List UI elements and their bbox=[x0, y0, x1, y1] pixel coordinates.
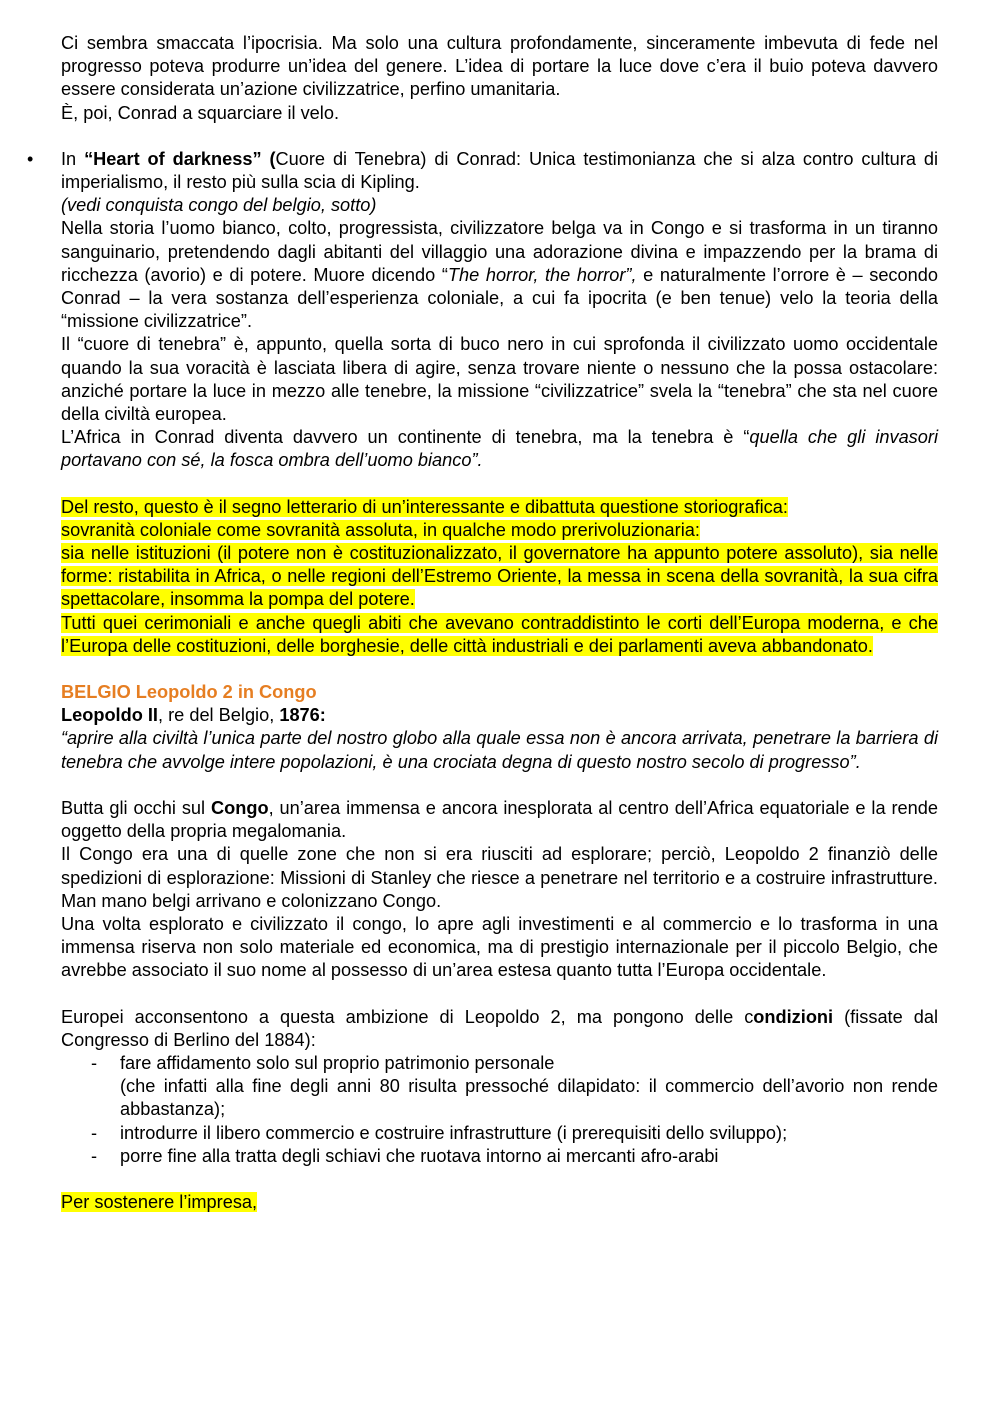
conditions-intro: Europei acconsentono a questa ambizione di Leopoldo 2, ma pongono delle condizioni (fissate dal Congresso di Berlino del 1884): bbox=[61, 1006, 938, 1050]
congo-paragraph-1: Butta gli occhi sul Congo, un’area immensa e ancora inesplorata al centro dell’Africa equatoriale e la rende oggetto della propria megalomania. bbox=[61, 797, 938, 842]
dash-icon: - bbox=[91, 1122, 98, 1143]
conditions-list bbox=[61, 1052, 938, 1168]
section-heading: BELGIO Leopoldo 2 in Congo bbox=[61, 682, 317, 703]
highlight-paragraph-4: Tutti quei cerimoniali e anche quegli abiti che avevano contraddistinto le corti dell’Europa moderna, e che l’Europa delle costituzioni, delle borghesie, delle città industriali e dei parlamenti aveva abbandonato. bbox=[61, 612, 938, 656]
document-page bbox=[0, 32, 1000, 1214]
heart-intro: In “Heart of darkness” (Cuore di Tenebra) di Conrad: Unica testimonianza che si alza contro cultura di imperialismo, il resto più sulla scia di Kipling. bbox=[61, 148, 938, 193]
final-line: Per sostenere l’impresa, bbox=[61, 1191, 258, 1212]
congo-paragraph-3: Una volta esplorato e civilizzato il congo, lo apre agli investimenti e al commercio e lo trasforma in una immensa riserva non solo materiale ed economica, ma di prestigio internazionale per il piccolo Belgio, che avrebbe associato il suo nome al possesso di un’area estesa quanto tutta l’Europa occidentale. bbox=[61, 913, 938, 981]
heart-paragraph-1: Nella storia l’uomo bianco, colto, progressista, civilizzatore belga va in Congo e si trasforma in un tiranno sanguinario, pretendendo dagli abitanti del villaggio una adorazione divina e impazzendo per la brama di ricchezza (avorio) e di potere. Muore dicendo “The horror, the horror”, e naturalmente l’orrore è – secondo Conrad – la vera sostanza dell’esperienza coloniale, a cui fa ipocrita (e ben tenue) velo la teoria della “missione civilizzatrice”. bbox=[61, 218, 938, 332]
intro-paragraph: Ci sembra smaccata l’ipocrisia. Ma solo una cultura profondamente, sinceramente imbevuta di fede nel progresso poteva produrre un’idea del genere. L’idea di portare la luce dove c’era il buio poteva davvero essere considerata un’azione civilizzatrice, perfino umanitaria. È, poi, Conrad a squarciare il velo. bbox=[61, 33, 938, 123]
heart-paragraph-3: L’Africa in Conrad diventa davvero un continente di tenebra, ma la tenebra è “quella che gli invasori portavano con sé, la fosca ombra dell’uomo bianco”. bbox=[61, 427, 938, 471]
congo-paragraph-2: Il Congo era una di quelle zone che non si era riusciti ad esplorare; perciò, Leopoldo 2 finanziò delle spedizioni di esplorazione: Missioni di Stanley che riesce a penetrare nel territorio e a costruire infrastrutture. Man mano belgi arrivano e colonizzano Congo. bbox=[61, 844, 938, 911]
heart-note: (vedi conquista congo del belgio, sotto) bbox=[61, 195, 377, 216]
highlight-paragraph-3: sia nelle istituzioni (il potere non è costituzionalizzato, il governatore ha appunto potere assoluto), sia nelle forme: ristabilita in Africa, o nelle regioni dell’Estremo Oriente, la messa in scena della sovranità, la sua cifra spettacolare, insomma la pompa del potere. bbox=[61, 543, 938, 610]
list-item: - introdurre il libero commercio e costruire infrastrutture (i prerequisiti dello sviluppo); bbox=[61, 1122, 938, 1145]
highlight-line-1: Del resto, questo è il segno letterario di un’interessante e dibattuta questione storiografica: bbox=[61, 496, 788, 517]
list-item: - fare affidamento solo sul proprio patrimonio personale (che infatti alla fine degli anni 80 risulta pressoché dilapidato: il commercio dell’avorio non rende abbastanza); bbox=[91, 1052, 938, 1120]
dash-icon: - bbox=[91, 1052, 98, 1073]
dash-icon: - bbox=[91, 1145, 98, 1166]
list-item: - porre fine alla tratta degli schiavi che ruotava intorno ai mercanti afro-arabi bbox=[61, 1145, 938, 1168]
book-title: “Heart of darkness” ( bbox=[84, 148, 276, 169]
leopoldo-quote: “aprire alla civiltà l’unica parte del nostro globo alla quale essa non è ancora arrivata, penetrare la barriera di tenebra che avvolge intere popolazioni, è una crociata degna di questo nostro secolo di progresso”. bbox=[61, 728, 938, 772]
heart-of-darkness-bullet bbox=[27, 148, 938, 473]
text-column bbox=[27, 32, 938, 1214]
highlight-line-2: sovranità coloniale come sovranità assoluta, in qualche modo prerivoluzionaria: bbox=[61, 519, 700, 540]
bullet-icon: • bbox=[27, 148, 34, 169]
heart-paragraph-2: Il “cuore di tenebra” è, appunto, quella sorta di buco nero in cui sprofonda il civilizzato uomo occidentale quando la sua voracità è lasciata libera di agire, senza trovare niente o nessuno che la possa ostacolare: anziché portare la luce in mezzo alle tenebre, la missione “civilizzatrice” svela la “tenebra” che sta nel cuore della civiltà europea. bbox=[61, 334, 938, 425]
leopoldo-line: Leopoldo II, re del Belgio, 1876: bbox=[61, 705, 326, 726]
